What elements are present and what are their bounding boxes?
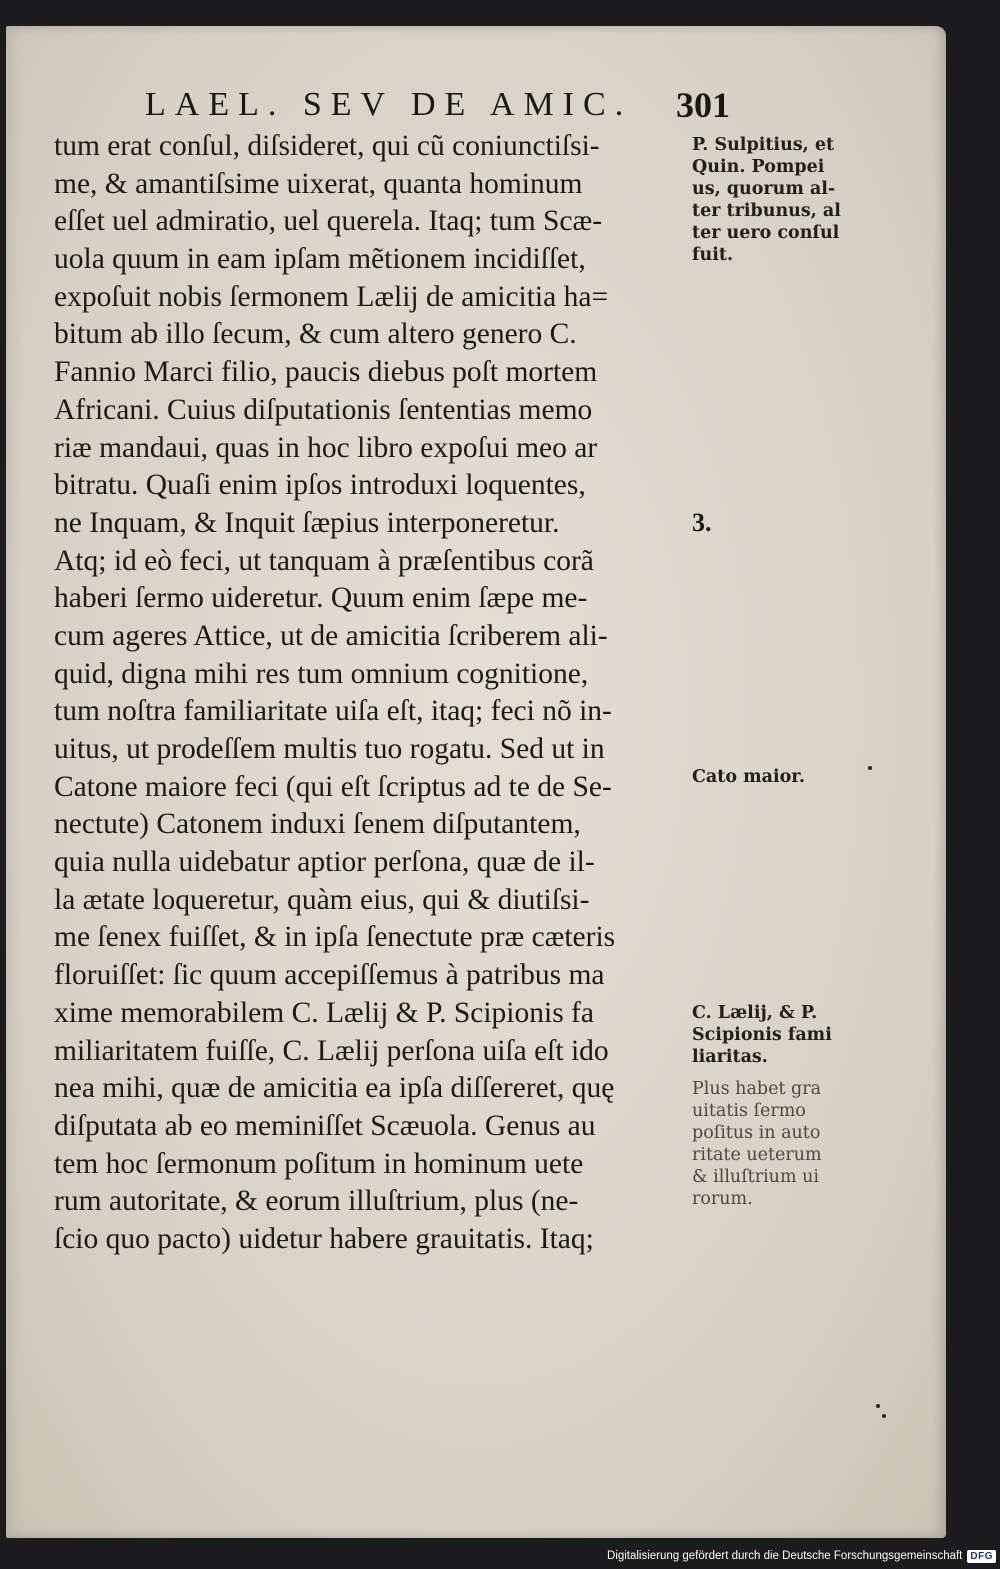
text-line: haberi ſermo uideretur. Quum enim ſæpe me- [54, 582, 588, 615]
page-number: 301 [676, 85, 730, 125]
text-line: nectute) Catonem induxi ſenem diſputantem, [54, 808, 581, 841]
text-line: la ætate loqueretur, quàm eius, qui & diutiſsi- [54, 883, 590, 916]
section-number: 3. [692, 508, 712, 537]
text-line: diſputata ab eo meminiſſet Scæuola. Genus au [54, 1109, 596, 1142]
text-line: tem hoc ſermonum poſitum in hominum uete [54, 1147, 584, 1180]
ink-speck [882, 1414, 886, 1418]
marginal-note-sulpitius: P. Sulpitius, et Quin. Pompei us, quorum al- ter tribunus, al ter uero conſul fuit. [692, 135, 841, 265]
marginal-note-cato-maior: Cato maior. [692, 767, 805, 787]
ink-speck [868, 766, 872, 770]
text-line: riæ mandaui, quas in hoc libro expoſui meo ar [54, 431, 598, 464]
text-line: Catone maiore feci (qui eſt ſcriptus ad te de Se- [54, 770, 612, 803]
text-line: me ſenex fuiſſet, & in ipſa ſenectute præ cæteris [54, 921, 616, 954]
text-line: Fannio Marci filio, paucis diebus poſt mortem [54, 356, 598, 389]
text-line: expoſuit nobis ſermonem Lælij de amicitia ha= [54, 280, 609, 313]
text-line: tum erat conſul, diſsideret, qui cũ coniunctiſsi- [54, 130, 600, 162]
text-line: cum ageres Attice, ut de amicitia ſcriberem ali- [54, 619, 608, 652]
text-line: bitratu. Quaſi enim ipſos introduxi loquentes, [54, 469, 586, 502]
digitization-credit: Digitalisierung gefördert durch die Deutsche Forschungsgemeinschaft [606, 1550, 963, 1562]
text-line: miliaritatem fuiſſe, C. Lælij perſona uiſa eſt ido [54, 1034, 609, 1067]
text-line: nea mihi, quæ de amicitia ea ipſa diſſereret, quę [54, 1072, 615, 1105]
text-line: me, & amantiſsime uixerat, quanta hominum [54, 167, 583, 200]
text-line: ſcio quo pacto) uidetur habere grauitatis. Itaq; [54, 1222, 594, 1255]
text-line: Africani. Cuius diſputationis ſententias memo [54, 393, 593, 426]
text-line: uola quum in eam ipſam mẽtionem incidiſſet, [54, 243, 586, 276]
text-line: quid, digna mihi res tum omnium cognitione, [54, 657, 589, 690]
marginal-note-laelius-scipio: C. Lælij, & P. Scipionis fami liaritas. [692, 1003, 832, 1067]
running-head: LAEL. SEV DE AMIC. [145, 86, 633, 123]
text-line: Atq; id eò feci, ut tanquam à præſentibus corã [54, 544, 594, 577]
text-line: ne Inquam, & Inquit ſæpius interponeretur. [54, 506, 560, 539]
main-text-block [54, 128, 694, 1259]
text-line: xime memorabilem C. Lælij & P. Scipionis fa [54, 996, 594, 1029]
text-line: quia nulla uidebatur aptior perſona, quæ de il- [54, 846, 595, 879]
text-line: tum noſtra familiaritate uiſa eſt, itaq; feci nõ in- [54, 695, 612, 728]
text-line: bitum ab illo ſecum, & cum altero genero C. [54, 318, 577, 351]
ink-speck [876, 1404, 880, 1408]
text-line: uitus, ut prodeſſem multis tuo rogatu. Sed ut in [54, 733, 605, 765]
text-line: rum autoritate, & eorum illuſtrium, plus (ne- [54, 1185, 579, 1218]
text-line: floruiſſet: ſic quum accepiſſemus à patribus ma [54, 959, 605, 992]
footer [607, 1545, 996, 1567]
dfg-logo[interactable]: DFG [967, 1550, 996, 1563]
text-line: eſſet uel admiratio, uel querela. Itaq; tum Scæ- [54, 205, 603, 238]
marginal-note-auctoritas: Plus habet gra uitatis ſermo poſitus in auto ritate ueterum & illuſtrium ui rorum. [692, 1079, 822, 1209]
